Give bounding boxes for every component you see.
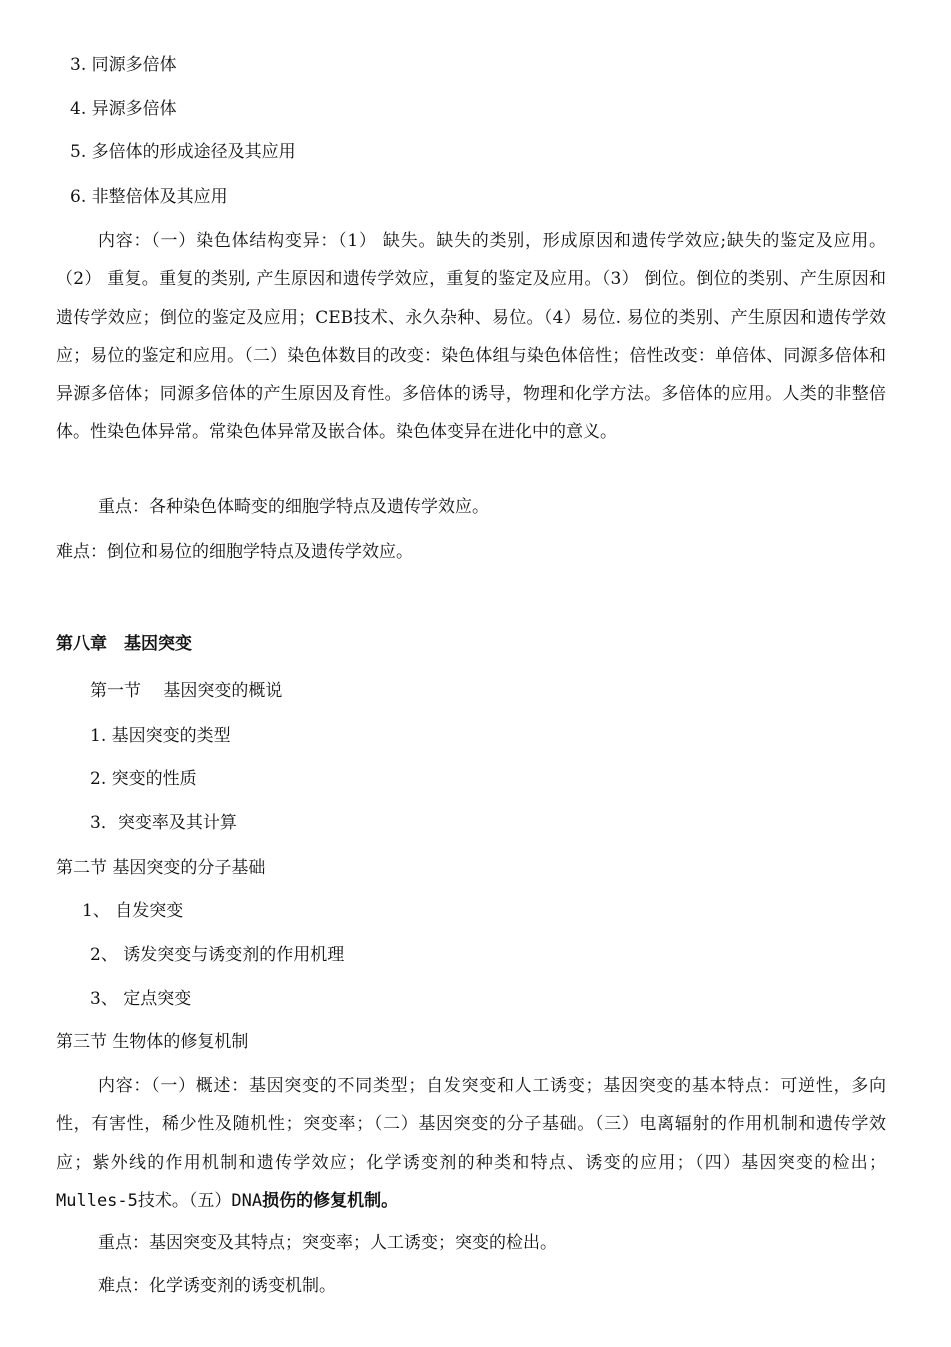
content-technique: Mulles-5技术。（五）DNA: [56, 1190, 263, 1211]
list-item: 1. 基因突变的类型: [90, 726, 231, 746]
content-bold: 损伤的修复机制。: [262, 1190, 399, 1211]
section-title: 第一节 基因突变的概说: [90, 681, 283, 701]
section-title: 第三节 生物体的修复机制: [56, 1032, 249, 1052]
list-item: 2、 诱发突变与诱变剂的作用机理: [90, 945, 345, 965]
section-title: 第二节 基因突变的分子基础: [56, 858, 266, 878]
list-item: 3. 同源多倍体: [70, 55, 177, 75]
list-item: 3、 定点突变: [90, 989, 192, 1009]
list-item: 3．突变率及其计算: [90, 813, 237, 833]
key-points: 重点：基因突变及其特点；突变率；人工诱变；突变的检出。: [98, 1233, 557, 1253]
list-item: 5. 多倍体的形成途径及其应用: [70, 142, 296, 162]
list-item: 2. 突变的性质: [90, 769, 197, 789]
difficulties: 难点：倒位和易位的细胞学特点及遗传学效应。: [56, 542, 413, 562]
difficulties: 难点：化学诱变剂的诱变机制。: [98, 1276, 336, 1296]
list-item: 4. 异源多倍体: [70, 99, 177, 119]
list-item: 6. 非整倍体及其应用: [70, 187, 228, 207]
content-paragraph: 内容：（一）染色体结构变异：（1） 缺失。缺失的类别，形成原因和遗传学效应;缺失的鉴定及应用。（2） 重复。重复的类别, 产生原因和遗传学效应，重复的鉴定及应用。（3） 倒位。倒位的类别、产生原因和遗传学效应；倒位的鉴定及应用；CEB技术、永久杂种、易位。（4）易位. 易位的类别、产生原因和遗传学效应；易位的鉴定和应用。（二）染色体数目的改变：染色体组与染色体倍性；倍性改变：单倍体、同源多倍体和异源多倍体；同源多倍体的产生原因及育性。多倍体的诱导，物理和化学方法。多倍体的应用。人类的非整倍体。性染色体异常。常染色体异常及嵌合体。染色体变异在进化中的意义。: [56, 231, 886, 443]
list-item: 1、 自发突变: [82, 901, 184, 921]
content-text: 内容：（一）概述：基因突变的不同类型；自发突变和人工诱变；基因突变的基本特点：可逆性，多向性，有害性，稀少性及随机性；突变率；（二）基因突变的分子基础。（三）电离辐射的作用机制和遗传学效应；紫外线的作用机制和遗传学效应；化学诱变剂的种类和特点、诱变的应用；（四）基因突变的检出；: [56, 1076, 886, 1173]
key-points: 重点：各种染色体畸变的细胞学特点及遗传学效应。: [98, 497, 489, 517]
content-paragraph: [56, 1067, 886, 1220]
chapter-title: 第八章 基因突变: [56, 634, 192, 654]
